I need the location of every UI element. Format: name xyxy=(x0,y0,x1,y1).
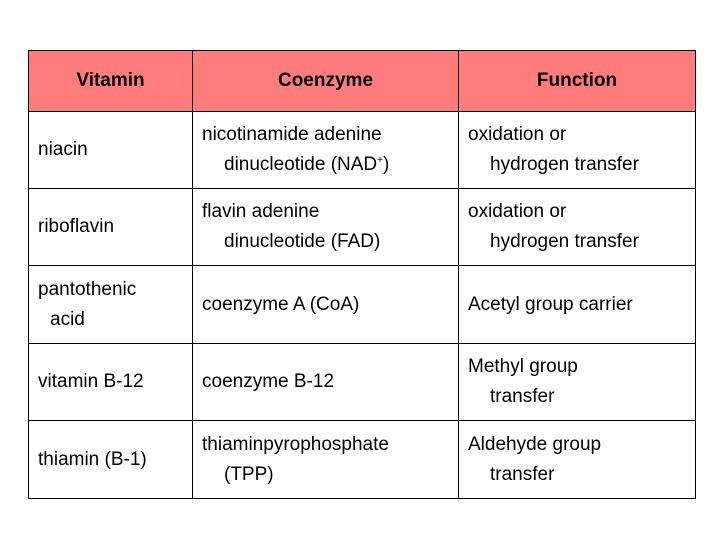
cell-text: thiaminpyrophosphate xyxy=(202,433,389,455)
header-vitamin: Vitamin xyxy=(29,51,193,112)
coenzyme-cell xyxy=(193,421,459,499)
cell-text: oxidation or xyxy=(468,201,567,222)
cell-text: riboflavin xyxy=(38,216,115,237)
function-cell xyxy=(459,344,696,421)
vitamin-cell xyxy=(29,112,193,189)
table-row xyxy=(29,421,696,499)
vitamin-cell xyxy=(29,189,193,266)
cell-text: nicotinamide adenine xyxy=(202,124,382,145)
coenzyme-cell xyxy=(193,266,459,344)
vitamin-cell xyxy=(29,266,193,344)
table-row xyxy=(29,112,696,189)
cell-text: vitamin B-12 xyxy=(38,371,144,392)
header-function: Function xyxy=(459,51,696,112)
cell-text: dinucleotide (NAD xyxy=(224,154,378,175)
cell-text: Aldehyde group xyxy=(468,433,602,455)
coenzyme-cell xyxy=(193,189,459,266)
cell-text: coenzyme B-12 xyxy=(202,371,335,392)
function-cell xyxy=(459,189,696,266)
function-cell xyxy=(459,421,696,499)
cell-text: niacin xyxy=(38,139,88,160)
cell-text: transfer xyxy=(490,463,555,485)
cell-text: transfer xyxy=(490,386,555,407)
cell-text: flavin adenine xyxy=(202,201,320,222)
cell-text: ) xyxy=(382,154,390,175)
table-row xyxy=(29,189,696,266)
cell-text: (TPP) xyxy=(224,463,274,485)
cell-text: thiamin (B-1) xyxy=(38,448,147,470)
cell-text: acid xyxy=(50,308,85,330)
cell-text: hydrogen transfer xyxy=(490,154,639,175)
cell-text: Methyl group xyxy=(468,356,578,377)
header-coenzyme: Coenzyme xyxy=(193,51,459,112)
cell-text: pantothenic xyxy=(38,278,137,300)
coenzyme-cell xyxy=(193,112,459,189)
cell-text: coenzyme A (CoA) xyxy=(202,293,360,315)
vitamin-coenzyme-table xyxy=(28,50,696,499)
cell-text: Acetyl group carrier xyxy=(468,293,633,315)
cell-text: hydrogen transfer xyxy=(490,231,639,252)
cell-text: dinucleotide (FAD) xyxy=(224,231,381,252)
function-cell xyxy=(459,112,696,189)
header-row xyxy=(29,51,696,112)
table-row xyxy=(29,266,696,344)
vitamin-cell xyxy=(29,344,193,421)
function-cell xyxy=(459,266,696,344)
superscript-plus: + xyxy=(377,155,383,166)
table-row xyxy=(29,344,696,421)
coenzyme-cell xyxy=(193,344,459,421)
cell-text: oxidation or xyxy=(468,124,567,145)
vitamin-cell xyxy=(29,421,193,499)
cell-text-line2 xyxy=(202,150,458,180)
